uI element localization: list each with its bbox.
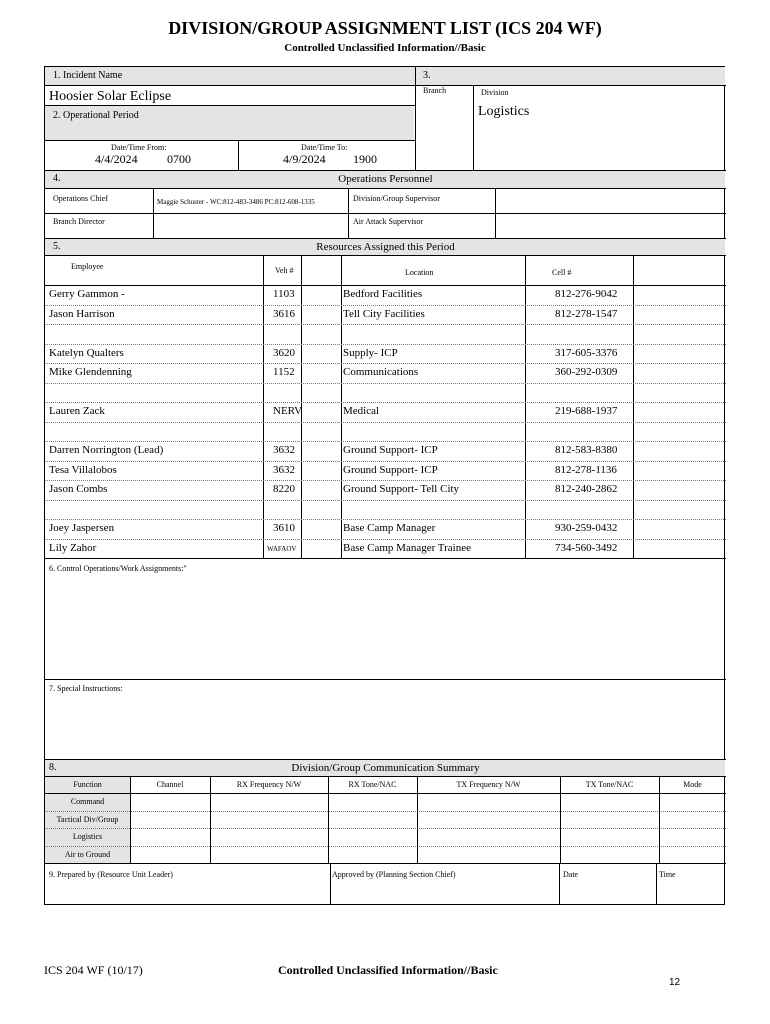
page-number: 12: [669, 977, 681, 988]
date-from-label: Date/Time From:: [111, 143, 167, 152]
vehicle-field[interactable]: 1103: [273, 288, 295, 300]
comm-col-divider: [328, 776, 329, 863]
date-label: Date: [563, 870, 579, 879]
division-supervisor-label: Division/Group Supervisor: [353, 194, 440, 203]
employee-field[interactable]: Tesa Villalobos: [49, 463, 117, 476]
cell-field[interactable]: 812-278-1136: [555, 463, 617, 476]
operational-period-label: 2. Operational Period: [53, 110, 139, 121]
employee-field[interactable]: Mike Glendenning: [49, 366, 132, 378]
vehicle-field[interactable]: 3632: [273, 444, 295, 456]
employee-field[interactable]: Jason Harrison: [49, 307, 115, 320]
row-divider: [45, 539, 726, 540]
location-field[interactable]: Base Camp Manager: [343, 522, 436, 534]
employee-field[interactable]: Lauren Zack: [49, 405, 105, 417]
cell-field[interactable]: 930-259-0432: [555, 522, 618, 534]
location-field[interactable]: Base Camp Manager Trainee: [343, 541, 471, 554]
section-3-label-bg: [415, 67, 725, 85]
comm-col-divider: [417, 776, 418, 863]
col-veh: Veh #: [275, 266, 294, 275]
location-field[interactable]: Tell City Facilities: [343, 307, 425, 320]
cell-field[interactable]: 812-583-8380: [555, 444, 618, 456]
special-instructions-label: 7. Special Instructions:: [49, 684, 123, 693]
branch-label: Branch: [423, 86, 447, 95]
section-5-label: 5.: [53, 241, 61, 252]
row-divider: [45, 324, 726, 325]
col-employee: Employee: [71, 262, 104, 271]
operations-chief-field[interactable]: Maggie Schuster - WC:812-483-3486 PC:812-608-1335: [157, 198, 315, 206]
classification-header: Controlled Unclassified Information//Basic: [284, 42, 486, 54]
division-label: Division: [481, 88, 509, 97]
row-divider: [45, 383, 726, 384]
form-title: DIVISION/GROUP ASSIGNMENT LIST (ICS 204 WF): [168, 18, 602, 38]
comm-col-divider: [210, 776, 211, 863]
vehicle-field[interactable]: 3632: [273, 463, 295, 476]
section-4-label: 4.: [53, 173, 61, 184]
location-field[interactable]: Communications: [343, 366, 419, 378]
vehicle-field[interactable]: WAFAOV: [267, 544, 297, 553]
row-divider: [45, 344, 726, 345]
date-to-field[interactable]: 4/9/2024: [283, 152, 326, 166]
approved-by-label: Approved by (Planning Section Chief): [332, 870, 456, 879]
form-id-footer: ICS 204 WF (10/17): [44, 963, 143, 977]
location-field[interactable]: Supply- ICP: [343, 346, 398, 359]
location-field[interactable]: Bedford Facilities: [343, 288, 423, 300]
vehicle-field[interactable]: 3616: [273, 307, 295, 320]
cell-field[interactable]: 812-276-9042: [555, 288, 618, 300]
employee-field[interactable]: Darren Norrington (Lead): [49, 444, 164, 456]
section-8-label: 8.: [49, 762, 57, 773]
row-divider: [45, 500, 726, 501]
comm-function-label: Command: [70, 797, 105, 806]
location-field[interactable]: Ground Support- ICP: [343, 463, 438, 476]
cell-field[interactable]: 734-560-3492: [555, 541, 618, 554]
row-divider: [45, 402, 726, 403]
row-divider: [45, 363, 726, 364]
cell-field[interactable]: 812-278-1547: [555, 307, 618, 320]
comm-row-divider: [45, 811, 726, 812]
comm-col-header: Mode: [683, 780, 702, 789]
employee-field[interactable]: Gerry Gammon -: [49, 288, 125, 300]
resources-assigned-heading: Resources Assigned this Period: [316, 241, 455, 253]
comm-function-label: Air to Ground: [64, 849, 111, 859]
section-3-label: 3.: [423, 70, 431, 81]
comm-col-header: TX Tone/NAC: [585, 780, 634, 789]
communication-summary-heading: Division/Group Communication Summary: [291, 762, 480, 774]
incident-name-label: 1. Incident Name: [53, 70, 123, 81]
date-from-field[interactable]: 4/4/2024: [95, 152, 138, 166]
row-divider: [45, 519, 726, 520]
row-divider: [45, 480, 726, 481]
employee-field[interactable]: Jason Combs: [49, 483, 108, 495]
branch-director-label: Branch Director: [53, 217, 105, 226]
cell-field[interactable]: 812-240-2862: [555, 483, 618, 495]
classification-footer: Controlled Unclassified Information//Basic: [278, 963, 498, 977]
location-field[interactable]: Medical: [343, 405, 380, 417]
time-from-field[interactable]: 0700: [167, 152, 191, 166]
comm-col-divider: [130, 776, 131, 863]
employee-field[interactable]: Lily Zahor: [49, 541, 97, 554]
comm-col-divider: [659, 776, 660, 863]
vehicle-field[interactable]: 1152: [273, 366, 295, 378]
vehicle-field[interactable]: 3620: [273, 346, 295, 359]
control-operations-label: 6. Control Operations/Work Assignments:": [49, 564, 187, 573]
location-field[interactable]: Ground Support- ICP: [343, 444, 438, 456]
comm-col-header: Function: [73, 780, 102, 789]
vehicle-field[interactable]: 8220: [273, 483, 295, 495]
comm-row-divider: [45, 828, 726, 829]
comm-function-label: Logistics: [72, 832, 103, 841]
ics-204-form: [44, 66, 725, 905]
row-divider: [45, 441, 726, 442]
vehicle-field[interactable]: NERV: [273, 405, 303, 417]
air-attack-supervisor-label: Air Attack Supervisor: [353, 217, 424, 226]
comm-row-divider: [45, 846, 726, 847]
comm-col-header: RX Tone/NAC: [348, 780, 397, 789]
employee-field[interactable]: Katelyn Qualters: [49, 346, 124, 359]
cell-field[interactable]: 219-688-1937: [555, 405, 618, 417]
comm-col-divider: [560, 776, 561, 863]
comm-header-divider: [45, 793, 726, 794]
vehicle-field[interactable]: 3610: [273, 522, 295, 534]
location-field[interactable]: Ground Support- Tell City: [343, 483, 460, 495]
cell-field[interactable]: 317-605-3376: [555, 346, 618, 359]
comm-function-label: Tactical Div/Group: [56, 814, 119, 824]
operations-personnel-heading: Operations Personnel: [338, 173, 433, 185]
cell-field[interactable]: 360-292-0309: [555, 366, 618, 378]
employee-field[interactable]: Joey Jaspersen: [49, 522, 115, 534]
row-divider: [45, 305, 726, 306]
time-to-field[interactable]: 1900: [353, 152, 377, 166]
time-label: Time: [659, 870, 676, 879]
row-divider: [45, 422, 726, 423]
col-cell: Cell #: [552, 268, 572, 277]
date-to-label: Date/Time To:: [301, 143, 348, 152]
division-field[interactable]: Logistics: [478, 104, 530, 119]
row-divider: [45, 461, 726, 462]
operations-chief-label: Operations Chief: [53, 194, 108, 203]
incident-name-field[interactable]: Hoosier Solar Eclipse: [49, 89, 172, 104]
col-location: Location: [405, 268, 434, 277]
comm-col-header: Channel: [156, 780, 184, 789]
prepared-by-label: 9. Prepared by (Resource Unit Leader): [49, 870, 173, 879]
comm-col-header: RX Frequency N/W: [236, 780, 302, 789]
comm-col-header: TX Frequency N/W: [456, 780, 521, 789]
